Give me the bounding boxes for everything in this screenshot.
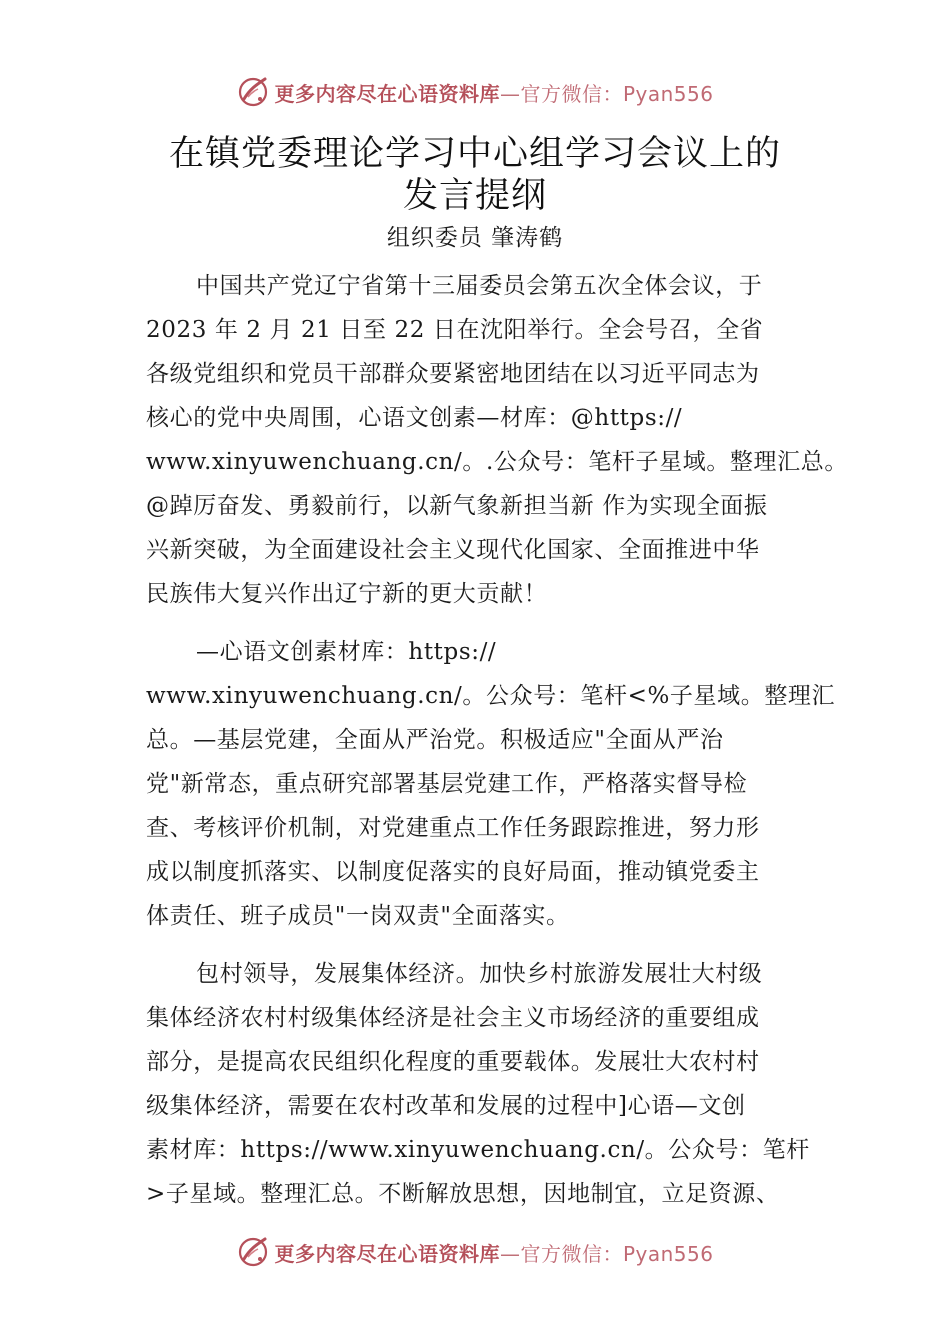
banner-text	[274, 78, 713, 107]
body-line: 民族伟大复兴作出辽宁新的更大贡献！	[146, 581, 548, 607]
body-line: >子星域。整理汇总。不断解放思想，因地制宜，立足资源、	[146, 1181, 780, 1207]
body-line: 包村领导，发展集体经济。加快乡村旅游发展壮大村级	[196, 961, 763, 987]
body-line: 查、考核评价机制，对党建重点工作任务跟踪推进，努力形	[146, 815, 760, 841]
document-body	[146, 264, 846, 1216]
body-line: 2023 年 2 月 21 日至 22 日在沈阳举行。全会号召，全省	[146, 317, 764, 343]
body-line: @踔厉奋发、勇毅前行，以新气象新担当新 作为实现全面振	[146, 493, 768, 519]
banner-wechat-text: 官方微信：Pyan556	[520, 81, 714, 106]
body-line: 总。—基层党建，全面从严治党。积极适应"全面从严治	[146, 727, 724, 753]
body-line: www.xinyuwenchuang.cn/。公众号：笔杆<%子星域。整理汇	[146, 683, 836, 709]
banner-wechat-text: 官方微信：Pyan556	[520, 1241, 714, 1266]
document-author: 组织委员 肇涛鹤	[386, 225, 564, 251]
body-line: www.xinyuwenchuang.cn/。.公众号：笔杆子星域。整理汇总。	[146, 449, 848, 475]
banner-main-text: 更多内容尽在心语资料库	[274, 1241, 500, 1266]
body-line: 部分，是提高农民组织化程度的重要载体。发展壮大农村村	[146, 1049, 760, 1075]
body-line: 各级党组织和党员干部群众要紧密地团结在以习近平同志为	[146, 361, 760, 387]
body-line: —心语文创素材库：https://	[196, 639, 497, 665]
document-title-line1: 在镇党委理论学习中心组学习会议上的	[168, 134, 781, 174]
body-line: 核心的党中央周围，心语文创素—材库：@https://	[146, 405, 683, 431]
header-banner	[0, 72, 950, 112]
body-line: 成以制度抓落实、以制度促落实的良好局面，推动镇党委主	[146, 859, 760, 885]
document-title-line2: 发言提纲	[402, 176, 547, 216]
footer-banner	[0, 1232, 950, 1272]
body-line: 级集体经济，需要在农村改革和发展的过程中]心语—文创	[146, 1093, 746, 1119]
banner-separator: —	[499, 1241, 521, 1266]
body-line: 党"新常态，重点研究部署基层党建工作，严格落实督导检	[146, 771, 748, 797]
body-line: 兴新突破，为全面建设社会主义现代化国家、全面推进中华	[146, 537, 760, 563]
body-line: 体责任、班子成员"一岗双责"全面落实。	[146, 903, 570, 929]
brush-logo-icon	[236, 75, 270, 109]
body-line: 中国共产党辽宁省第十三届委员会第五次全体会议，于	[196, 273, 763, 299]
banner-separator: —	[499, 81, 521, 106]
banner-text	[274, 1238, 713, 1267]
body-line: 素材库：https://www.xinyuwenchuang.cn/。公众号：笔杆	[146, 1137, 810, 1163]
body-line: 集体经济农村村级集体经济是社会主义市场经济的重要组成	[146, 1005, 760, 1031]
brush-logo-icon	[236, 1235, 270, 1269]
banner-main-text: 更多内容尽在心语资料库	[274, 81, 500, 106]
